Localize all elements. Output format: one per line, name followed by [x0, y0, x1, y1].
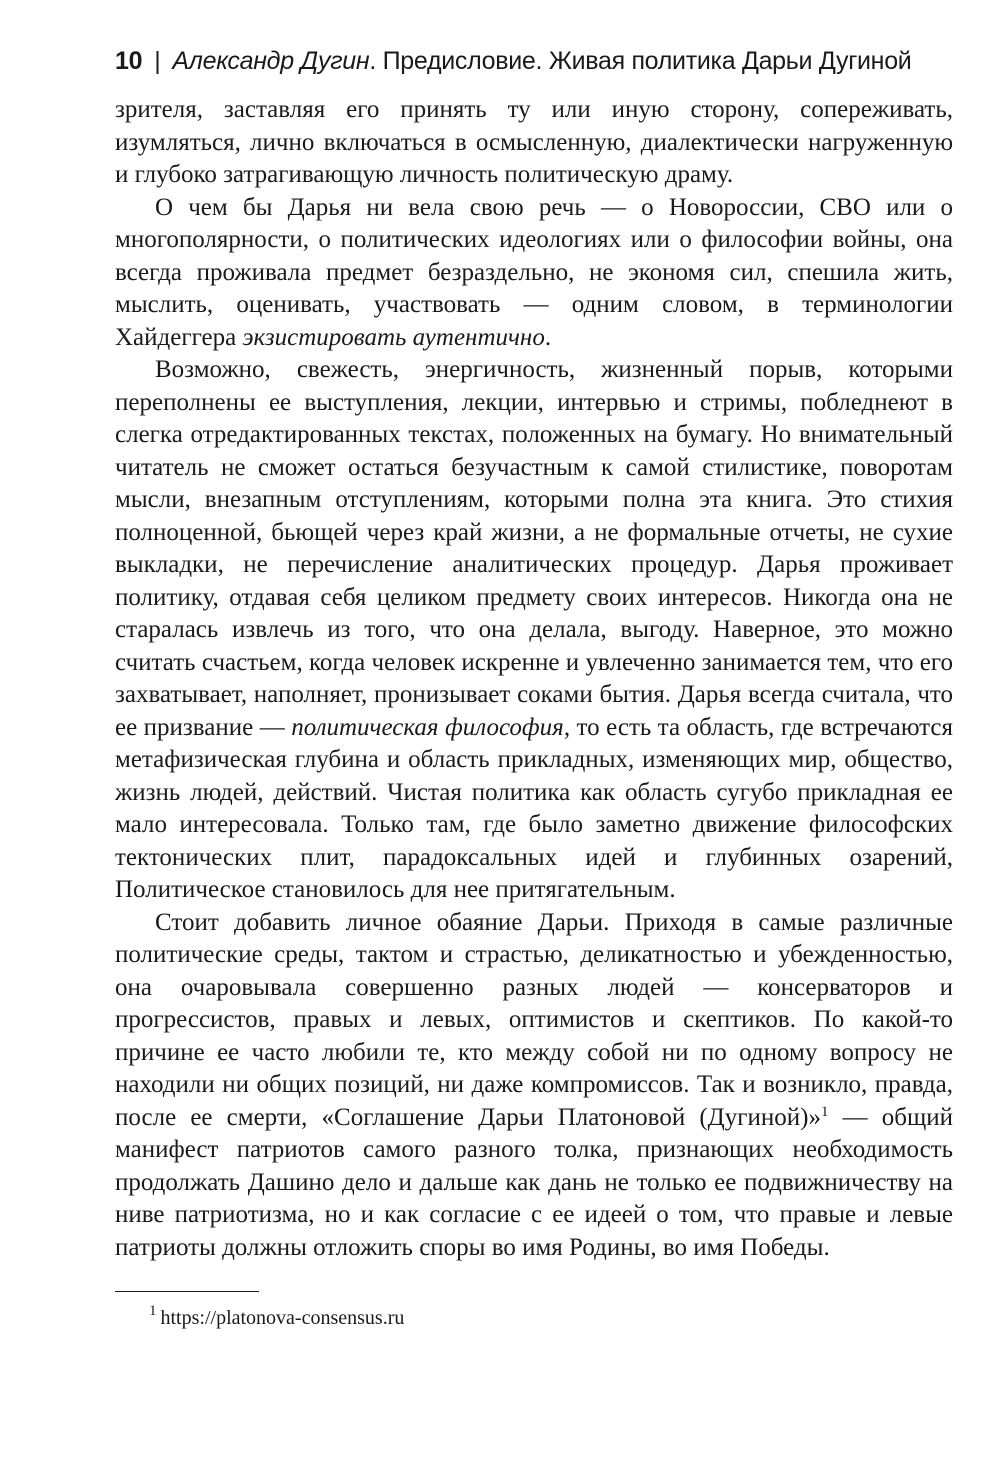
- footnote-reference[interactable]: 1: [820, 1103, 829, 1120]
- paragraph-4: [115, 907, 953, 1265]
- paragraph-3-text: Возможно, свежесть, энергичность, жизненный порыв, которыми переполнены ее выступления, лекции, интервью и стримы, побледнеют в слегка отредактированных текстах, положенных на бумагу. Но внимательный читатель не сможет остаться безучастным к самой стилистике, поворотам мысли, внезапным отступлениям, которыми полна эта книга. Это стихия полноценной, бьющей через край жизни, а не формальные отчеты, не сухие выкладки, не перечисление аналитических процедур. Дарья проживает политику, отдавая себя целиком предмету своих интересов. Никогда она не старалась извлечь из того, что она делала, выгоду. Наверное, это можно считать счастьем, когда человек искренне и увлеченно занимается тем, что его захватывает, наполняет, пронизывает соками бытия. Дарья всегда считала, что ее призвание —: [115, 356, 953, 741]
- paragraph-3-emphasis: политическая философия: [291, 713, 564, 741]
- footnote-number: 1: [149, 1303, 157, 1319]
- main-text: [115, 94, 953, 1264]
- paragraph-1: зрителя, заставляя его принять ту или иную сторону, сопереживать, изумляться, лично включаться в осмысленную, диалектически нагруженную и глубоко затрагивающую личность политическую драму.: [115, 96, 953, 188]
- page-number: 10: [115, 47, 143, 75]
- footnote: [115, 1304, 953, 1332]
- paragraph-4-end: — общий манифест патриотов самого разного толка, признающих необходимость продолжать Дашино дело и дальше как дань не только ее подвижничеству на ниве патриотизма, но и как согласие с ее идеей о том, что правые и левые патриоты должны отложить споры во имя Родины, во имя Победы.: [115, 1103, 953, 1261]
- paragraph-3: [115, 354, 953, 907]
- paragraph-2-end: .: [544, 323, 552, 351]
- paragraph-2-text: О чем бы Дарья ни вела свою речь — о Новороссии, СВО или о многополярности, о политических идеологиях или о философии войны, она всегда проживала предмет безраздельно, не экономя сил, спешила жить, мыслить, оценивать, участвовать — одним словом, в терминологии Хайдеггера: [115, 193, 953, 351]
- book-page: [115, 44, 953, 1332]
- header-separator: |: [154, 47, 161, 75]
- footnote-divider: [115, 1291, 259, 1292]
- paragraph-2: [115, 192, 953, 355]
- header-title: . Предисловие. Живая политика Дарьи Дугиной: [369, 47, 912, 75]
- paragraph-3-end: , то есть та область, где встречаются метафизическая глубина и область прикладных, изменяющих мир, общество, жизнь людей, действий. Чистая политика как область сугубо прикладная ее мало интересовала. Только там, где было заметно движение философских тектонических плит, парадоксальных идей и глубинных озарений, Политическое становилось для нее притягательным.: [115, 713, 953, 903]
- footnote-link[interactable]: https://platonova-consensus.ru: [160, 1307, 405, 1329]
- running-header: [115, 44, 953, 78]
- paragraph-2-emphasis: экзистировать аутентично: [242, 323, 545, 351]
- paragraph-4-text: Стоит добавить личное обаяние Дарьи. Приходя в самые различные политические среды, тактом и страстью, деликатностью и убежденностью, она очаровывала совершенно разных людей — консерваторов и прогрессистов, правых и левых, оптимистов и скептиков. По какой-то причине ее часто любили те, кто между собой ни по одному вопросу не находили ни общих позиций, ни даже компромиссов. Так и возникло, правда, после ее смерти, «Соглашение Дарьи Платоновой (Дугиной)»: [115, 908, 953, 1131]
- header-author: Александр Дугин: [172, 47, 370, 75]
